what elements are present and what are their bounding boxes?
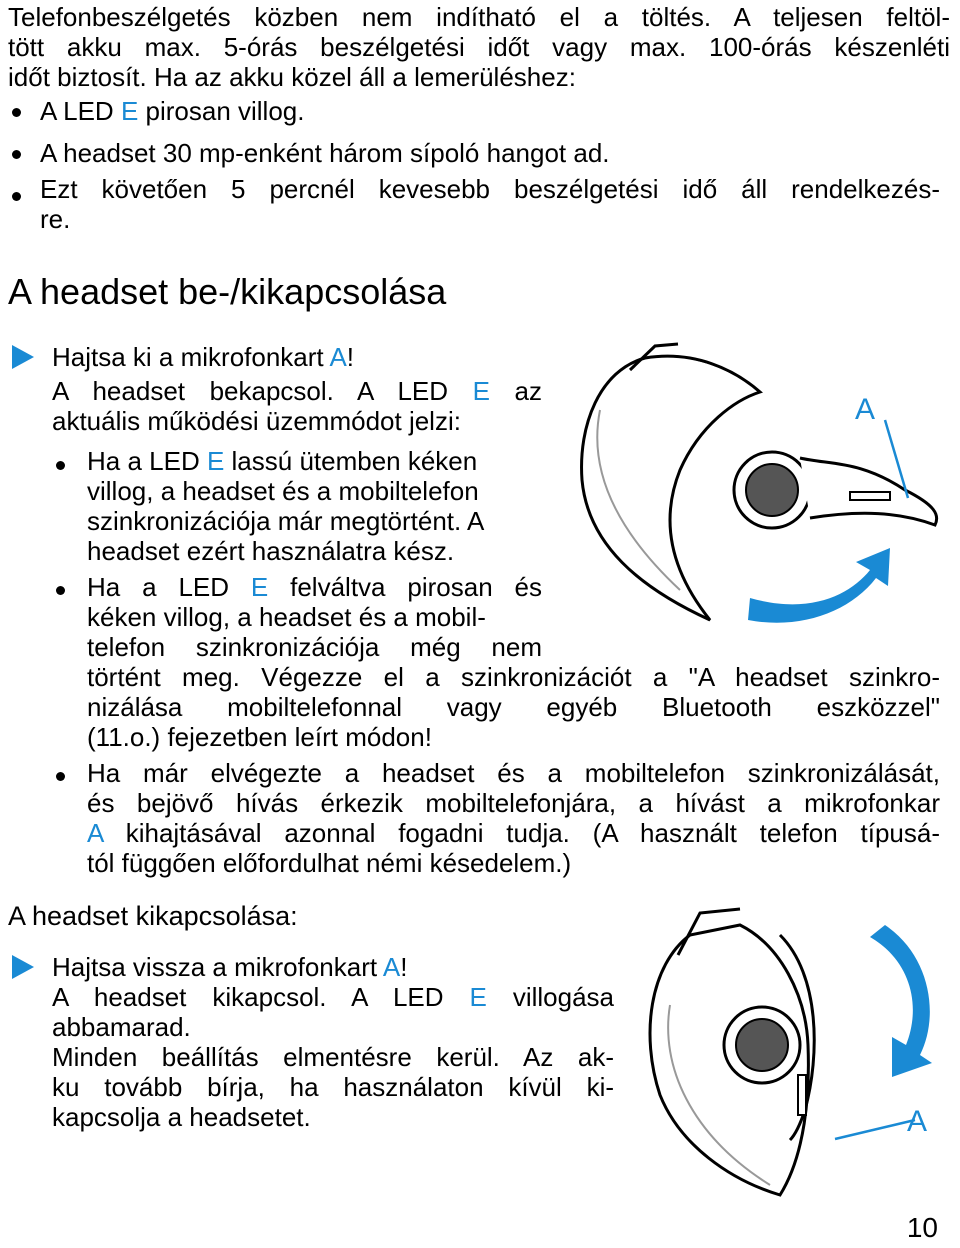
led-bullet-3-line-4: tól függően előfordulhat némi késedelem.) bbox=[87, 848, 572, 878]
section-title-off: A headset kikapcsolása: bbox=[8, 901, 298, 931]
led-bullet-2-line-2: kéken villog, a headset és a mobil- bbox=[87, 602, 486, 632]
figure-label-a-off: A bbox=[907, 1105, 928, 1138]
headset-off-illustration bbox=[630, 895, 950, 1205]
intro-bullet-1: A LED E pirosan villog. bbox=[40, 96, 305, 126]
intro-bullet-2: A headset 30 mp-enként három sípoló hangot ad. bbox=[40, 138, 610, 168]
result-off-line-5: kapcsolja a headsetet. bbox=[52, 1102, 311, 1132]
led-bullet-2-line-3: telefon szinkronizációja még nem bbox=[87, 632, 542, 662]
intro-line-2: tött akku max. 5-órás beszélgetési időt vagy max. 100-órás készenléti bbox=[8, 32, 950, 62]
led-bullet-2-line-5: nizálása mobiltelefonnal vagy egyéb Bluetooth eszközzel" bbox=[87, 692, 940, 722]
bullet-icon bbox=[56, 772, 65, 781]
result-off-line-4: ku tovább bírja, ha használaton kívül ki- bbox=[52, 1072, 614, 1102]
led-bullet-3-line-2: és bejövő hívás érkezik mobiltelefonjára, a hívást a mikrofonkar bbox=[87, 788, 940, 818]
led-bullet-1-line-2: villog, a headset és a mobiltelefon bbox=[87, 476, 479, 506]
intro-bullet-3-line-1: Ezt követően 5 percnél kevesebb beszélgetési idő áll rendelkezés- bbox=[40, 174, 940, 204]
headset-on-illustration bbox=[560, 330, 950, 650]
result-off-line-3: Minden beállítás elmentésre kerül. Az ak- bbox=[52, 1042, 614, 1072]
led-bullet-2-line-1: Ha a LED E felváltva pirosan és bbox=[87, 572, 542, 602]
bullet-icon bbox=[56, 461, 65, 470]
bullet-icon bbox=[12, 108, 21, 117]
intro-line-3: időt biztosít. Ha az akku közel áll a lemerüléshez: bbox=[8, 62, 576, 92]
step-arrow-icon bbox=[12, 345, 34, 369]
bullet-icon bbox=[56, 586, 65, 595]
result-off-line-2: abbamarad. bbox=[52, 1012, 191, 1042]
step-arrow-icon bbox=[12, 955, 34, 979]
led-bullet-2-line-6: (11.o.) fejezetben leírt módon! bbox=[87, 722, 432, 752]
led-bullet-2-line-4: történt meg. Végezze el a szinkronizációt a "A headset szinkro- bbox=[87, 662, 940, 692]
step-on: Hajtsa ki a mikrofonkart A! bbox=[52, 342, 355, 372]
led-bullet-1-line-1: Ha a LED E lassú ütemben kéken bbox=[87, 446, 478, 476]
led-bullet-3-line-1: Ha már elvégezte a headset és a mobiltelefon szinkronizálását, bbox=[87, 758, 940, 788]
led-bullet-1-line-3: szinkronizációja már megtörtént. A bbox=[87, 506, 485, 536]
bullet-icon bbox=[12, 192, 21, 201]
bullet-icon bbox=[12, 150, 21, 159]
step-off: Hajtsa vissza a mikrofonkart A! bbox=[52, 952, 408, 982]
led-bullet-1-line-4: headset ezért használatra kész. bbox=[87, 536, 455, 566]
result-on-line-2: aktuális működési üzemmódot jelzi: bbox=[52, 406, 461, 436]
intro-bullet-3-line-2: re. bbox=[40, 204, 71, 234]
led-bullet-3-line-3: A kihajtásával azonnal fogadni tudja. (A használt telefon típusá- bbox=[87, 818, 940, 848]
page-number: 10 bbox=[906, 1212, 938, 1243]
result-on-line-1: A headset bekapcsol. A LED E az bbox=[52, 376, 542, 406]
section-title-on: A headset be-/kikapcsolása bbox=[8, 271, 447, 312]
result-off-line-1: A headset kikapcsol. A LED E villogása bbox=[52, 982, 614, 1012]
intro-line-1: Telefonbeszélgetés közben nem indítható el a töltés. A teljesen feltöl- bbox=[8, 2, 950, 32]
figure-label-a-on: A bbox=[855, 393, 876, 426]
